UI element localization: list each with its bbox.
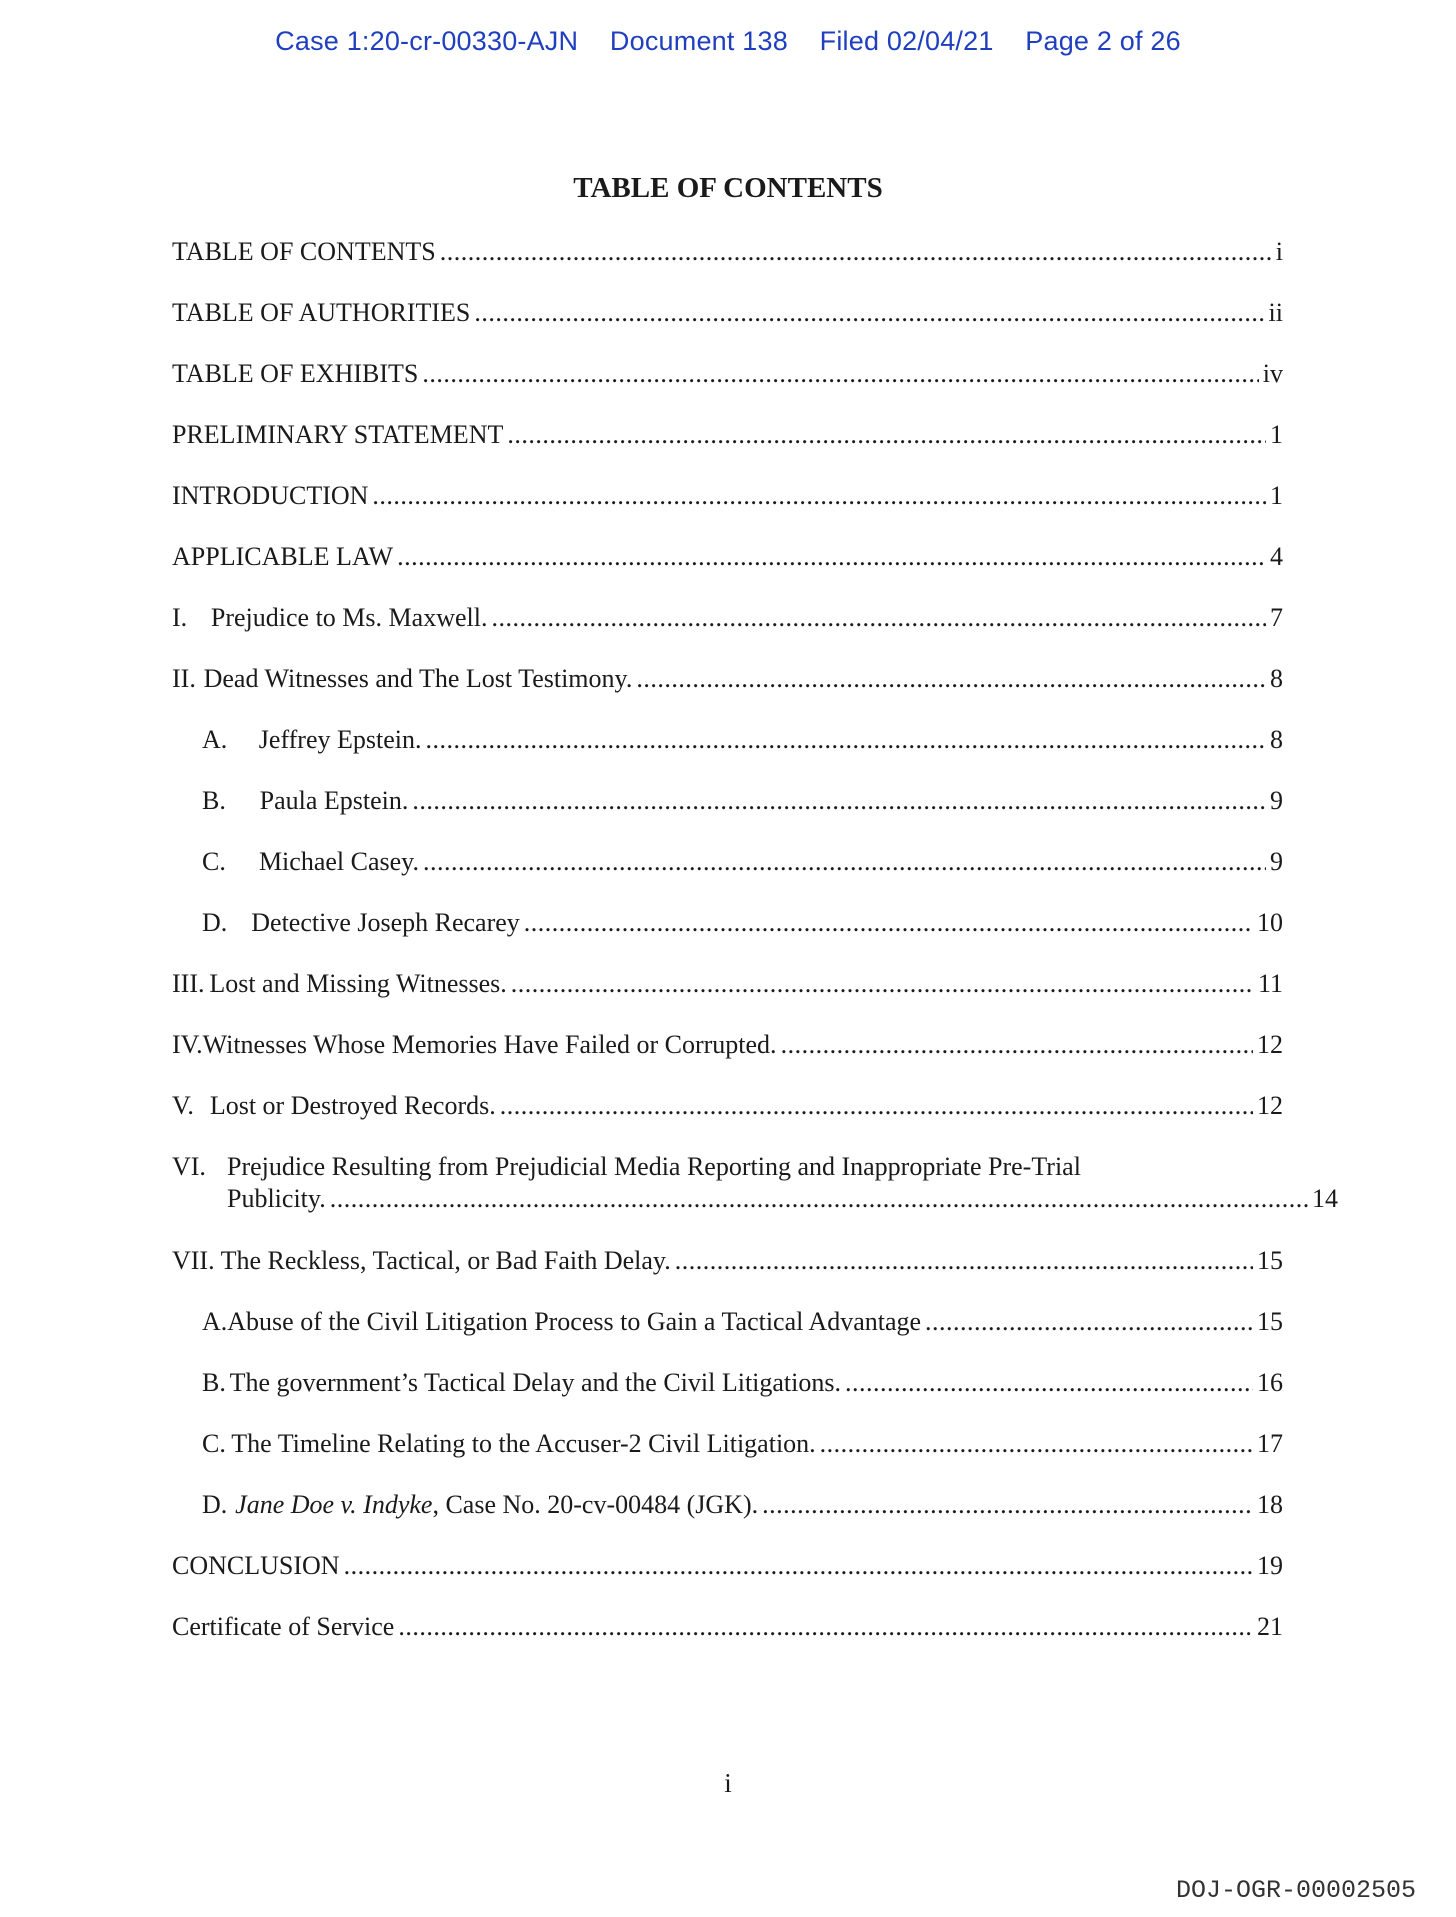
- dot-leader: [507, 419, 1266, 451]
- toc-page: 4: [1270, 542, 1283, 571]
- toc-entry: [172, 1489, 1283, 1521]
- toc-entry: [172, 846, 1283, 878]
- bates-number: DOJ-OGR-00002505: [1175, 1876, 1416, 1905]
- toc-label: Abuse of the Civil Litigation Process to Gain a Tactical Advantage: [227, 1307, 922, 1336]
- toc-page: 10: [1257, 908, 1283, 937]
- toc-page: 18: [1257, 1490, 1283, 1519]
- toc-label: TABLE OF CONTENTS: [172, 237, 436, 266]
- dot-leader: [423, 846, 1266, 878]
- filed-date: Filed 02/04/21: [819, 26, 994, 56]
- toc-entry: [172, 602, 1283, 634]
- toc-page: 8: [1270, 725, 1283, 754]
- toc-label: Prejudice Resulting from Prejudicial Media Reporting and Inappropriate Pre-Trial: [227, 1152, 1081, 1181]
- case-name-italic: Jane Doe v. Indyke: [235, 1490, 433, 1519]
- toc-page: 8: [1270, 664, 1283, 693]
- toc-label: The Reckless, Tactical, or Bad Faith Delay.: [220, 1246, 671, 1275]
- toc-number: A.: [202, 1307, 228, 1336]
- toc-entry: [172, 480, 1283, 512]
- toc-number: IV.: [172, 1030, 203, 1059]
- dot-leader: [675, 1245, 1253, 1277]
- page-number: i: [724, 1768, 732, 1798]
- toc-number: V.: [172, 1091, 194, 1120]
- toc-number: B.: [202, 786, 226, 815]
- dot-leader: [398, 1611, 1253, 1643]
- toc-page: 15: [1257, 1307, 1283, 1336]
- toc-entry: [172, 236, 1283, 268]
- toc-entry: [172, 1428, 1283, 1460]
- toc-entry: [172, 1550, 1283, 1582]
- toc-label: [235, 1489, 758, 1521]
- toc-number: III.: [172, 969, 205, 998]
- toc-label: Paula Epstein.: [259, 786, 409, 815]
- toc-number: D.: [202, 908, 228, 937]
- dot-leader: [474, 297, 1264, 329]
- toc-page: 21: [1257, 1612, 1283, 1641]
- toc-page: 12: [1257, 1030, 1283, 1059]
- toc-label: Lost or Destroyed Records.: [209, 1091, 496, 1120]
- dot-leader: [397, 541, 1266, 573]
- dot-leader: [422, 358, 1258, 390]
- toc-page: 9: [1270, 786, 1283, 815]
- toc-entry: [172, 1029, 1283, 1061]
- dot-leader: [524, 907, 1253, 939]
- toc-label: Jeffrey Epstein.: [258, 725, 422, 754]
- toc-entry: [172, 1306, 1283, 1338]
- toc-entry: [172, 297, 1283, 329]
- toc-page: 15: [1257, 1246, 1283, 1275]
- case-header: [0, 26, 1456, 57]
- toc-label: Detective Joseph Recarey: [251, 908, 520, 937]
- toc-label: Certificate of Service: [172, 1612, 395, 1641]
- dot-leader: [412, 785, 1266, 817]
- toc-label: The Timeline Relating to the Accuser-2 Civil Litigation.: [231, 1429, 816, 1458]
- toc-entry: [172, 968, 1283, 1000]
- toc-label: Dead Witnesses and The Lost Testimony.: [203, 664, 633, 693]
- dot-leader: [762, 1489, 1253, 1521]
- toc-label: TABLE OF EXHIBITS: [172, 359, 419, 388]
- toc-label: Witnesses Whose Memories Have Failed or Corrupted.: [202, 1030, 777, 1059]
- dot-leader: [440, 236, 1272, 268]
- toc-label-continued: Publicity.: [227, 1184, 326, 1213]
- page-count: Page 2 of 26: [1025, 26, 1181, 56]
- toc-number: C.: [202, 847, 226, 876]
- toc-label: INTRODUCTION: [172, 481, 369, 510]
- page-title: TABLE OF CONTENTS: [573, 172, 883, 204]
- toc-label: CONCLUSION: [172, 1551, 340, 1580]
- toc-label: PRELIMINARY STATEMENT: [172, 420, 504, 449]
- toc-label: Michael Casey.: [258, 847, 419, 876]
- toc-label: APPLICABLE LAW: [172, 542, 394, 571]
- toc-label: Lost and Missing Witnesses.: [209, 969, 507, 998]
- toc-page: 1: [1270, 420, 1283, 449]
- toc-entry: [172, 724, 1283, 756]
- toc-entry: [172, 1367, 1283, 1399]
- toc-number: II.: [172, 664, 196, 693]
- toc-page: 11: [1257, 969, 1283, 998]
- toc-number: I.: [172, 603, 188, 632]
- toc-entry: [172, 785, 1283, 817]
- toc-number: A.: [202, 725, 228, 754]
- toc-number: B.: [202, 1368, 226, 1397]
- dot-leader: [491, 602, 1266, 634]
- dot-leader: [511, 968, 1254, 1000]
- document-number: Document 138: [609, 26, 788, 56]
- toc-entry: [172, 1611, 1283, 1643]
- toc-page: i: [1275, 237, 1283, 266]
- toc-page: 14: [1312, 1184, 1338, 1213]
- dot-leader: [344, 1550, 1253, 1582]
- case-citation: , Case No. 20-cv-00484 (JGK).: [432, 1490, 759, 1519]
- toc-page: 19: [1257, 1551, 1283, 1580]
- toc-entry: [172, 907, 1283, 939]
- dot-leader: [820, 1428, 1253, 1460]
- toc-page: iv: [1262, 359, 1283, 388]
- toc-page: 16: [1257, 1368, 1283, 1397]
- dot-leader: [636, 663, 1266, 695]
- dot-leader: [500, 1090, 1253, 1122]
- toc-label: Prejudice to Ms. Maxwell.: [210, 603, 488, 632]
- toc-entry: [172, 419, 1283, 451]
- toc-page: 7: [1270, 603, 1283, 632]
- toc-page: 12: [1257, 1091, 1283, 1120]
- dot-leader: [781, 1029, 1253, 1061]
- dot-leader: [925, 1306, 1253, 1338]
- toc-entry: [172, 663, 1283, 695]
- toc-number: VI.: [172, 1152, 206, 1181]
- toc-entry: [172, 1245, 1283, 1277]
- toc-entry: [172, 358, 1283, 390]
- case-number: Case 1:20-cr-00330-AJN: [275, 26, 579, 56]
- dot-leader: [845, 1367, 1253, 1399]
- toc-page: 1: [1270, 481, 1283, 510]
- toc-entry: [172, 1151, 1338, 1215]
- toc-page: 17: [1257, 1429, 1283, 1458]
- toc-entry: [172, 1090, 1283, 1122]
- toc-entry: [172, 541, 1283, 573]
- dot-leader: [330, 1183, 1308, 1215]
- toc-label: TABLE OF AUTHORITIES: [172, 298, 471, 327]
- toc-number: VII.: [172, 1246, 215, 1275]
- toc-label: The government’s Tactical Delay and the Civil Litigations.: [229, 1368, 841, 1397]
- dot-leader: [425, 724, 1266, 756]
- dot-leader: [372, 480, 1266, 512]
- toc-number: C.: [202, 1429, 226, 1458]
- toc-number: D.: [202, 1490, 228, 1519]
- toc-page: ii: [1268, 298, 1283, 327]
- toc-page: 9: [1270, 847, 1283, 876]
